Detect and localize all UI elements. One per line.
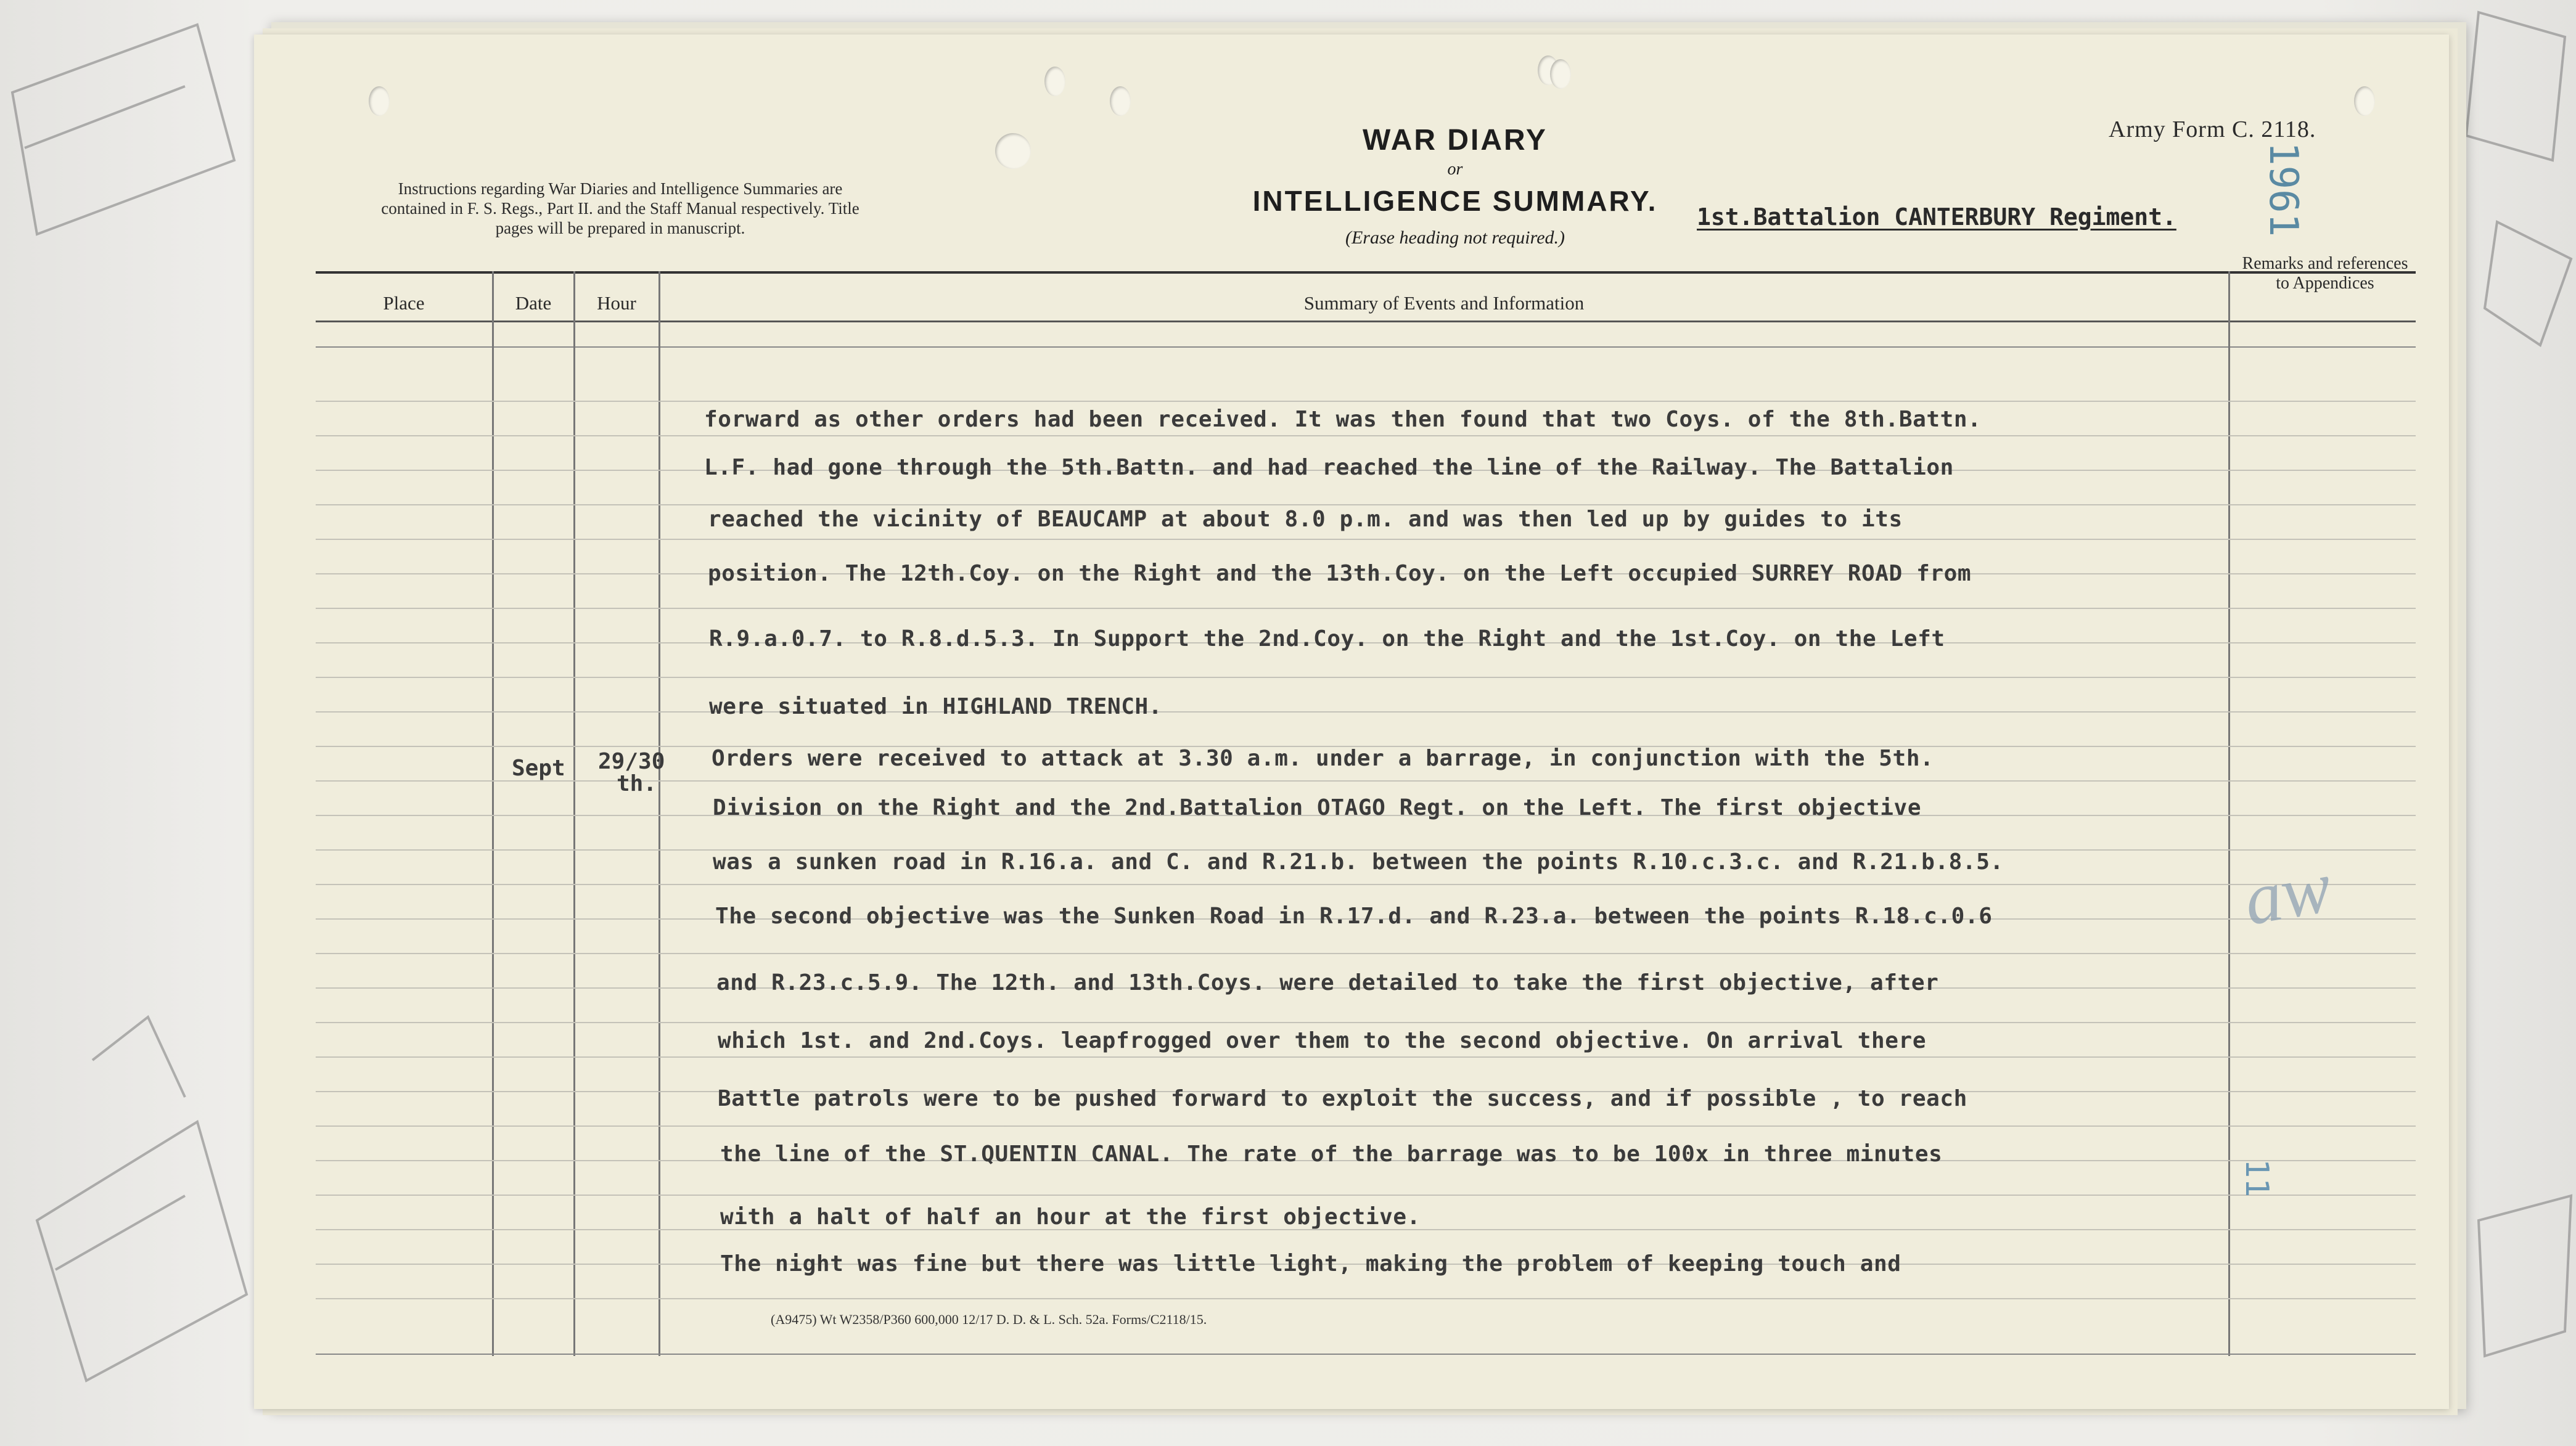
diary-line: R.9.a.0.7. to R.8.d.5.3. In Support the 2nd.Coy. on the Right and the 1st.Coy. on the Left (709, 626, 1945, 652)
column-divider (573, 271, 575, 1356)
punch-hole (1044, 67, 1065, 96)
unit-name: 1st.Battalion CANTERBURY Regiment. (1697, 203, 2176, 231)
punch-hole (369, 86, 390, 116)
diary-line: L.F. had gone through the 5th.Battn. and had reached the line of the Railway. The Battalion (704, 455, 1954, 480)
title-or: or (1447, 160, 1463, 179)
diary-line: the line of the ST.QUENTIN CANAL. The rate of the barrage was to be 100x in three minutes (720, 1142, 1943, 1167)
ruled-line (316, 1022, 2416, 1023)
handwritten-initials: aw (2238, 844, 2337, 941)
stamp-number: 1961 (2260, 142, 2306, 237)
diary-line: reached the vicinity of BEAUCAMP at about 8.0 p.m. and was then led up by guides to its (708, 507, 1903, 532)
entry-hour-value: 29/30 (598, 749, 665, 774)
ruled-line (316, 504, 2416, 505)
ruled-line (316, 677, 2416, 678)
diary-line: Division on the Right and the 2nd.Battalion OTAGO Regt. on the Left. The first objective (713, 795, 1922, 820)
ruled-line (316, 953, 2416, 954)
diary-line: The second objective was the Sunken Road in R.17.d. and R.23.a. between the points R.18.c.0.6 (715, 904, 1993, 929)
ruled-line (316, 539, 2416, 540)
title-intelligence-summary: INTELLIGENCE SUMMARY. (1252, 185, 1658, 217)
ruled-line (316, 884, 2416, 885)
diary-line: The night was fine but there was little light, making the problem of keeping touch and (720, 1251, 1901, 1276)
diary-line: and R.23.c.5.9. The 12th. and 13th.Coys. were detailed to take the first objective, after (716, 970, 1939, 995)
ruled-line (316, 435, 2416, 436)
header-rule (316, 271, 2416, 274)
punch-hole (1550, 59, 1571, 89)
instructions-text: Instructions regarding War Diaries and Intelligence Summaries are contained in F. S. Regs., Part II. and the Staff Manual respectively. Title pages will be prepared in manuscript. (381, 179, 859, 237)
punch-hole (995, 133, 1031, 169)
column-header-place: Place (383, 292, 425, 314)
column-header-remarks: Remarks and references to Appendices (2242, 254, 2408, 293)
title-war-diary: WAR DIARY (1363, 124, 1548, 157)
ruled-line (316, 1298, 2416, 1299)
army-form-number: Army Form C. 2118. (2109, 116, 2316, 142)
ruled-line (316, 401, 2416, 402)
diary-line: was a sunken road in R.16.a. and C. and R.21.b. between the points R.10.c.3.c. and R.21.b.8.5. (713, 849, 2004, 875)
diary-line: position. The 12th.Coy. on the Right and the 13th.Coy. on the Left occupied SURREY ROAD from (708, 561, 1972, 586)
column-header-hour: Hour (597, 292, 636, 314)
page-stamp: 11 (2238, 1159, 2275, 1198)
header-rule (316, 321, 2416, 322)
column-header-date: Date (515, 292, 552, 314)
punch-hole (2354, 86, 2375, 116)
column-divider (658, 271, 660, 1356)
diary-line: were situated in HIGHLAND TRENCH. (709, 694, 1163, 719)
column-divider (492, 271, 494, 1356)
entry-date: Sept (512, 756, 565, 781)
diary-line: forward as other orders had been received. It was then found that two Coys. of the 8th.Battn. (704, 407, 1982, 432)
diary-line: Orders were received to attack at 3.30 a.m. under a barrage, in conjunction with the 5th. (712, 746, 1934, 771)
entry-hour-suffix: th. (617, 771, 657, 796)
punch-hole (1110, 86, 1131, 116)
ruled-line (316, 1354, 2416, 1355)
header-rule (316, 346, 2416, 348)
column-header-summary: Summary of Events and Information (1303, 292, 1585, 314)
printer-imprint: (A9475) Wt W2358/P360 600,000 12/17 D. D. & L. Sch. 52a. Forms/C2118/15. (771, 1312, 1207, 1327)
column-divider (2228, 271, 2230, 1356)
diary-line: with a halt of half an hour at the first objective. (720, 1204, 1421, 1230)
ruled-line (316, 1056, 2416, 1058)
ruled-line (316, 711, 2416, 713)
title-note: (Erase heading not required.) (1345, 227, 1565, 248)
entry-hour (598, 751, 665, 795)
ruled-line (316, 1125, 2416, 1127)
ruled-line (316, 1195, 2416, 1196)
diary-line: which 1st. and 2nd.Coys. leapfrogged over them to the second objective. On arrival there (718, 1028, 1927, 1053)
ruled-line (316, 608, 2416, 609)
diary-line: Battle patrols were to be pushed forward to exploit the success, and if possible , to reach (718, 1086, 1967, 1111)
